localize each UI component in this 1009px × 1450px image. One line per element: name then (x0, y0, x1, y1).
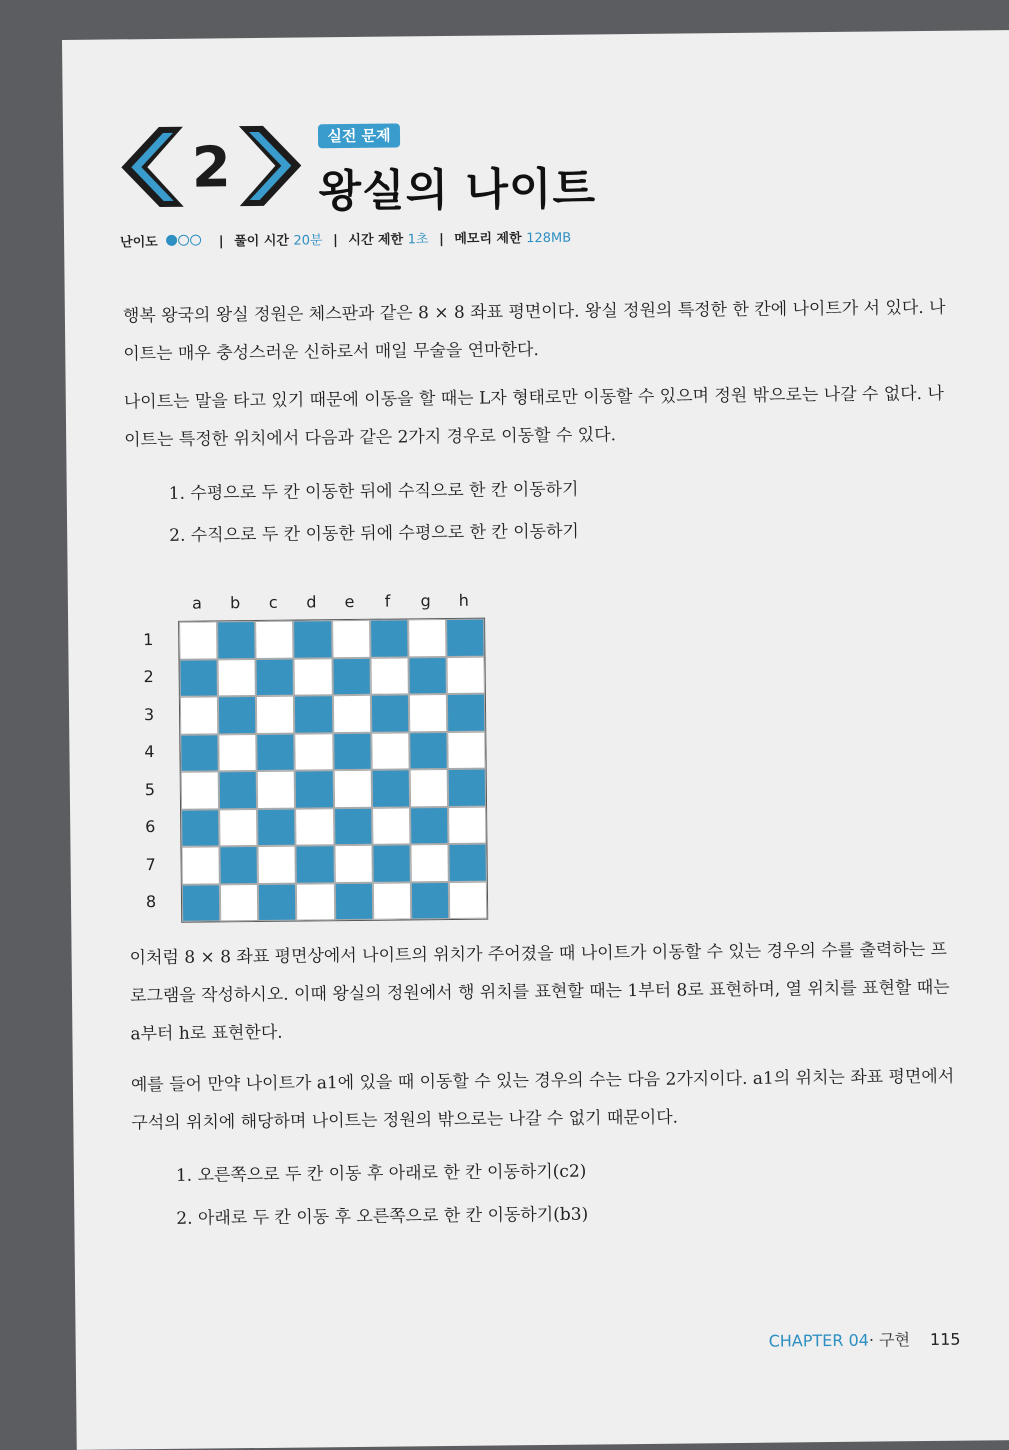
board-square-e5 (333, 770, 372, 808)
board-square-f1 (370, 619, 409, 657)
board-square-b8 (220, 883, 259, 921)
board-square-e2 (332, 657, 371, 695)
problem-tag: 실전 문제 (318, 123, 400, 148)
chapter-label: CHAPTER 04 (768, 1330, 870, 1351)
board-square-a3 (180, 696, 219, 734)
board-square-f6 (372, 807, 411, 845)
paragraph-example: 예를 들어 만약 나이트가 a1에 있을 때 이동할 수 있는 경우의 수는 다음 2가지이다. a1의 위치는 좌표 평면에서 구석의 위치에 해당하며 나이트는 정원의 밖으로는 나갈 수 없기 때문이다. (130, 1066, 955, 1134)
board-square-h1 (446, 619, 485, 657)
board-square-b6 (219, 808, 258, 846)
board-square-f5 (371, 769, 410, 807)
board-square-g1 (408, 619, 447, 657)
board-square-c5 (257, 771, 296, 809)
limit-value: 1초 (407, 232, 429, 248)
board-square-b3 (218, 696, 257, 734)
board-square-a2 (179, 659, 218, 697)
difficulty-dots (166, 235, 202, 250)
board-square-e7 (334, 845, 373, 883)
board-square-c4 (257, 733, 296, 771)
board-square-h7 (448, 844, 487, 882)
board-square-a7 (181, 846, 220, 884)
board-square-d2 (294, 658, 333, 696)
board-square-f2 (370, 657, 409, 695)
column-label-c: c (268, 592, 278, 612)
limit-label: 시간 제한 (348, 232, 404, 249)
board-square-g7 (410, 844, 449, 882)
board-square-b5 (219, 771, 258, 809)
page-number: 115 (929, 1329, 961, 1349)
problem-number-badge (121, 116, 302, 218)
column-label-a: a (191, 593, 202, 613)
board-square-a5 (181, 771, 220, 809)
board-square-h5 (448, 769, 487, 807)
column-label-d: d (306, 592, 317, 612)
board-square-a1 (179, 621, 218, 659)
row-label-7: 7 (145, 854, 156, 874)
board-square-a6 (181, 809, 220, 847)
column-label-h: h (458, 590, 469, 610)
row-label-2: 2 (143, 667, 154, 687)
board-square-g3 (409, 694, 448, 732)
board-square-b7 (220, 846, 259, 884)
list-item-example-2: 2. 아래로 두 칸 이동 후 오른쪽으로 한 칸 이동하기(b3) (176, 1204, 589, 1229)
board-square-d3 (294, 695, 333, 733)
time-value: 20분 (293, 233, 323, 249)
column-label-f: f (384, 591, 391, 611)
board-square-h4 (447, 731, 486, 769)
row-label-5: 5 (144, 779, 156, 799)
board-square-d7 (296, 845, 335, 883)
list-item-move-2: 2. 수직으로 두 칸 이동한 뒤에 수평으로 한 칸 이동하기 (169, 521, 579, 546)
board-square-e1 (332, 620, 371, 658)
board-square-a8 (182, 884, 221, 922)
board-square-h2 (446, 656, 485, 694)
board-square-f8 (372, 882, 411, 920)
paragraph-movement: 나이트는 말을 타고 있기 때문에 이동을 할 때는 L자 형태로만 이동할 수 있으며 정원 밖으로는 나갈 수 없다. 나이트는 특정한 위치에서 다음과 같은 2가지 경우로 이동할 수 있다. (123, 383, 944, 451)
board-square-g5 (409, 769, 448, 807)
left-chevron-icon (121, 127, 184, 208)
board-square-c1 (255, 621, 294, 659)
row-label-8: 8 (145, 892, 157, 912)
board-square-c7 (258, 846, 297, 884)
right-chevron-icon (239, 126, 302, 207)
time-label: 풀이 시간 (234, 233, 289, 250)
column-label-b: b (229, 593, 241, 613)
board-square-h3 (447, 694, 486, 732)
board-square-g6 (410, 807, 449, 845)
board-square-f7 (372, 844, 411, 882)
board-square-h6 (448, 806, 487, 844)
difficulty-label: 난이도 (120, 235, 158, 251)
board-square-d5 (295, 770, 334, 808)
board-square-f3 (370, 694, 409, 732)
row-label-3: 3 (143, 704, 155, 724)
board-square-e6 (334, 807, 373, 845)
problem-number: 2 (191, 135, 232, 201)
board-square-b1 (217, 621, 256, 659)
column-label-e: e (344, 591, 355, 612)
board-square-e3 (332, 695, 371, 733)
board-square-g2 (408, 657, 447, 695)
board-square-h8 (449, 881, 488, 919)
board-square-f4 (371, 732, 410, 770)
board-square-d6 (295, 808, 334, 846)
board-square-e4 (333, 732, 372, 770)
chessboard-grid (178, 618, 488, 923)
memory-label: 메모리 제한 (454, 231, 522, 247)
row-label-1: 1 (143, 629, 154, 649)
board-square-c8 (258, 883, 297, 921)
column-label-g: g (420, 591, 431, 611)
list-item-example-1: 1. 오른쪽으로 두 칸 이동 후 아래로 한 칸 이동하기(c2) (175, 1161, 587, 1186)
board-square-g8 (411, 881, 450, 919)
board-square-g4 (409, 732, 448, 770)
board-square-c3 (256, 696, 295, 734)
book-page (62, 30, 1009, 1450)
board-square-e8 (334, 882, 373, 920)
page-footer (769, 1327, 961, 1352)
row-label-6: 6 (145, 817, 156, 837)
row-label-4: 4 (144, 742, 155, 762)
board-square-d1 (293, 620, 332, 658)
board-square-c2 (256, 658, 295, 696)
paragraph-task: 이처럼 8 × 8 좌표 평면상에서 나이트의 위치가 주어졌을 때 나이트가 이동할 수 있는 경우의 수를 출력하는 프로그램을 작성하시오. 이때 왕실의 정원에서 행 위치를 표현할 때는 1부터 8로 표현하며, 열 위치를 표현할 때는 a부터 h로 표현한다. (129, 939, 950, 1045)
paragraph-intro: 행복 왕국의 왕실 정원은 체스판과 같은 8 × 8 좌표 평면이다. 왕실 정원의 특정한 한 칸에 나이트가 서 있다. 나이트는 매우 충성스러운 신하로서 매일 무술을 연마한다. (122, 297, 946, 365)
chessboard-figure (138, 591, 486, 930)
board-square-d8 (296, 883, 335, 921)
memory-value: 128MB (526, 230, 572, 247)
board-square-b4 (218, 734, 257, 772)
problem-meta: 난이도 | 풀이 시간 20분 | 시간 제한 1초 | 메모리 제한 128MB (120, 230, 572, 251)
board-square-d4 (295, 733, 334, 771)
section-label: · 구현 (868, 1330, 911, 1350)
list-item-move-1: 1. 수평으로 두 칸 이동한 뒤에 수직으로 한 칸 이동하기 (168, 479, 579, 504)
page-title: 왕실의 나이트 (318, 163, 597, 218)
board-square-c6 (257, 808, 296, 846)
board-square-b2 (218, 659, 257, 697)
board-square-a4 (180, 734, 219, 772)
